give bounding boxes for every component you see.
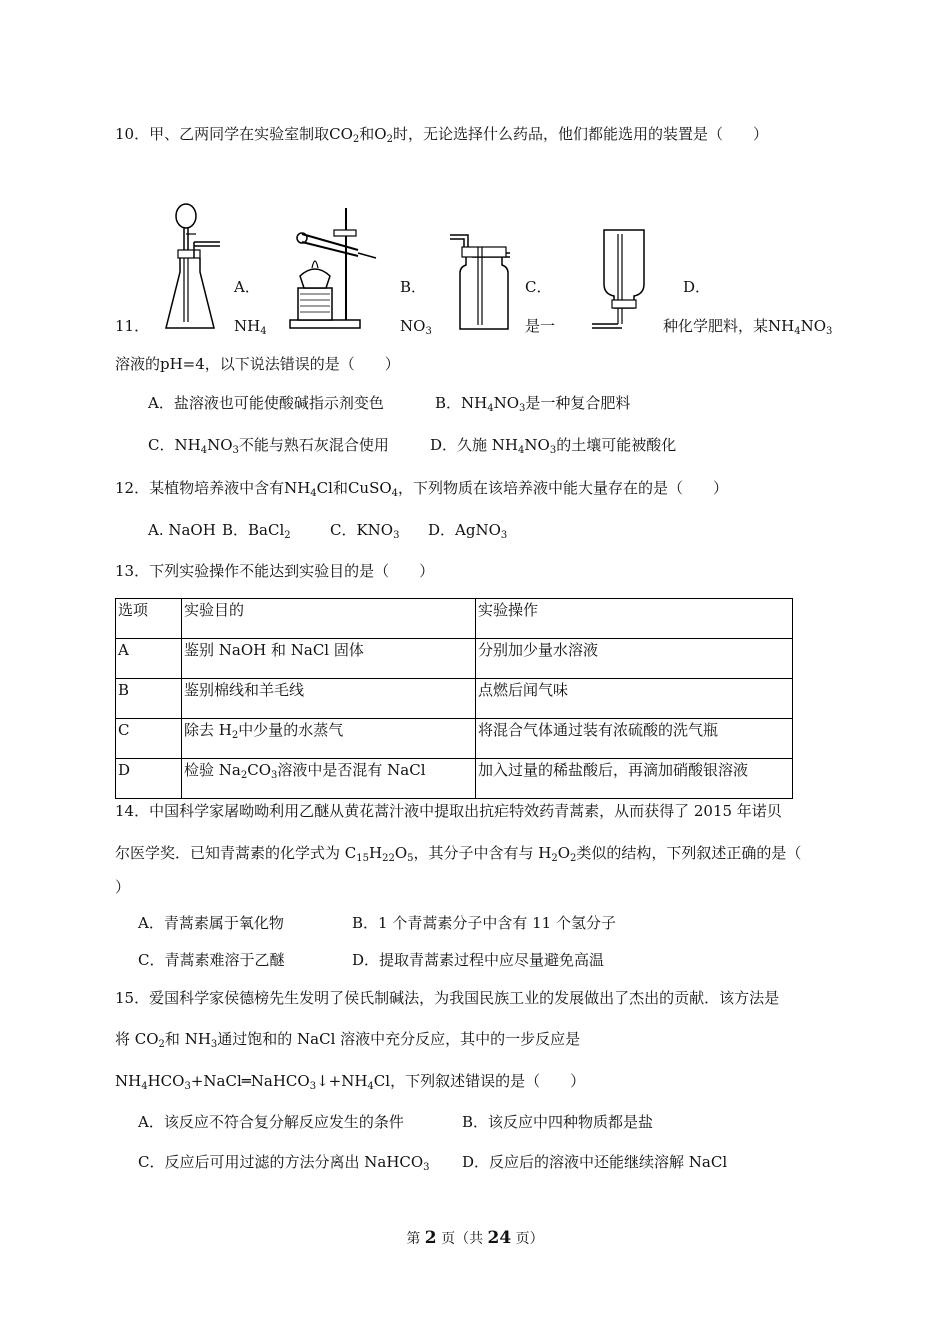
q15-line1: 15．爱国科学家侯德榜先生发明了侯氏制碱法，为我国民族工业的发展做出了杰出的贡献．该方法是 bbox=[115, 989, 780, 1007]
table-cell: 鉴别 NaOH 和 NaCl 固体 bbox=[182, 639, 476, 679]
q10-stem: 10．甲、乙两同学在实验室制取$CO_2$和$O_2$时，无论选择什么药品，他们都能选用的装置是（ ） bbox=[115, 125, 768, 145]
table-cell: D bbox=[116, 759, 182, 799]
q11-option-c: C．$NH_4NO_3$不能与熟石灰混合使用 bbox=[148, 436, 389, 456]
table-row bbox=[116, 719, 793, 759]
q15-option-d: D．反应后的溶液中还能继续溶解 NaCl bbox=[462, 1153, 728, 1171]
apparatus-a-icon bbox=[160, 200, 230, 335]
table-cell: A bbox=[116, 639, 182, 679]
q10-option-a: A． bbox=[234, 278, 260, 296]
q12-stem: 12．某植物培养液中含有$NH_4Cl$和CuSO$_4$，下列物质在该培养液中能大量存在的是（ ） bbox=[115, 479, 729, 499]
table-header-cell: 选项 bbox=[116, 599, 182, 639]
table-cell: 将混合气体通过装有浓硫酸的洗气瓶 bbox=[476, 719, 793, 759]
q11-option-a: A．盐溶液也可能使酸碱指示剂变色 bbox=[148, 394, 384, 412]
q11-no3: $NO_3$ bbox=[400, 317, 432, 337]
q12-option-a: A. NaOH bbox=[148, 521, 216, 539]
page-footer: 第 2 页（共 24 页） bbox=[406, 1228, 544, 1248]
q14-option-d: D．提取青蒿素过程中应尽量避免高温 bbox=[352, 951, 605, 969]
q11-number: 11． bbox=[115, 317, 150, 335]
q10-option-c: C． bbox=[525, 278, 552, 296]
page-number: 2 bbox=[424, 1228, 437, 1248]
q11-rest: 种化学肥料，某$NH_4NO_3$ bbox=[663, 317, 833, 337]
table-cell: 点燃后闻气味 bbox=[476, 679, 793, 719]
apparatus-c-icon bbox=[448, 225, 516, 335]
apparatus-d-icon bbox=[590, 228, 652, 333]
table-cell: 检验 $Na_2CO_3$溶液中是否混有 NaCl bbox=[182, 759, 476, 799]
q12-option-c: C．$KNO_3$ bbox=[330, 521, 400, 541]
table-cell: 鉴别棉线和羊毛线 bbox=[182, 679, 476, 719]
q14-option-c: C．青蒿素难溶于乙醚 bbox=[138, 951, 285, 969]
q12-option-b: B．BaCl$_2$ bbox=[222, 521, 291, 541]
q15-option-b: B．该反应中四种物质都是盐 bbox=[462, 1113, 654, 1131]
q14-line1: 14．中国科学家屠呦呦利用乙醚从黄花蒿汁液中提取出抗疟特效药青蒿素，从而获得了 2015 年诺贝 bbox=[115, 802, 782, 820]
q11-line2: 溶液的pH=4，以下说法错误的是（ ） bbox=[115, 355, 400, 373]
table-row bbox=[116, 679, 793, 719]
q10-option-d: D． bbox=[683, 278, 711, 296]
q14-option-b: B．1 个青蒿素分子中含有 11 个氢分子 bbox=[352, 914, 616, 932]
table-cell: C bbox=[116, 719, 182, 759]
q14-line3: ） bbox=[115, 878, 131, 896]
q12-option-d: D．AgNO$_3$ bbox=[428, 521, 508, 541]
q13-table bbox=[115, 598, 793, 799]
apparatus-b-icon bbox=[288, 202, 380, 334]
q10-option-b: B． bbox=[400, 278, 427, 296]
table-header-cell: 实验操作 bbox=[476, 599, 793, 639]
table-cell: 加入过量的稀盐酸后，再滴加硝酸银溶液 bbox=[476, 759, 793, 799]
q14-line2: 尔医学奖．已知青蒿素的化学式为 $C_{15}H_{22}O_5$，其分子中含有与 $H_2O_2$类似的结构，下列叙述正确的是（ bbox=[115, 844, 802, 864]
q11-option-d: D．久施 $NH_4NO_3$的土壤可能被酸化 bbox=[430, 436, 677, 456]
q15-option-c: C．反应后可用过滤的方法分离出 NaHCO$_3$ bbox=[138, 1153, 430, 1173]
table-cell: 分别加少量水溶液 bbox=[476, 639, 793, 679]
table-header-row bbox=[116, 599, 793, 639]
table-row bbox=[116, 639, 793, 679]
q15-option-a: A．该反应不符合复分解反应发生的条件 bbox=[138, 1113, 404, 1131]
q15-line2: 将 $CO_2$和 $NH_3$通过饱和的 NaCl 溶液中充分反应，其中的一步反应是 bbox=[115, 1030, 581, 1050]
page-total: 24 bbox=[487, 1228, 512, 1248]
q14-option-a: A．青蒿素属于氧化物 bbox=[138, 914, 284, 932]
q11-shi: 是一 bbox=[525, 317, 556, 335]
table-header-cell: 实验目的 bbox=[182, 599, 476, 639]
q15-equation: $NH_4HCO_3+NaCl═NaHCO_3↓+NH_4Cl$，下列叙述错误的是（ ） bbox=[115, 1072, 586, 1092]
q11-nh4: $NH_4$ bbox=[234, 317, 267, 337]
q13-stem: 13．下列实验操作不能达到实验目的是（ ） bbox=[115, 562, 435, 580]
table-cell: 除去 $H_2$中少量的水蒸气 bbox=[182, 719, 476, 759]
table-cell: B bbox=[116, 679, 182, 719]
table-row bbox=[116, 759, 793, 799]
q11-option-b: B．$NH_4NO_3$是一种复合肥料 bbox=[435, 394, 631, 414]
